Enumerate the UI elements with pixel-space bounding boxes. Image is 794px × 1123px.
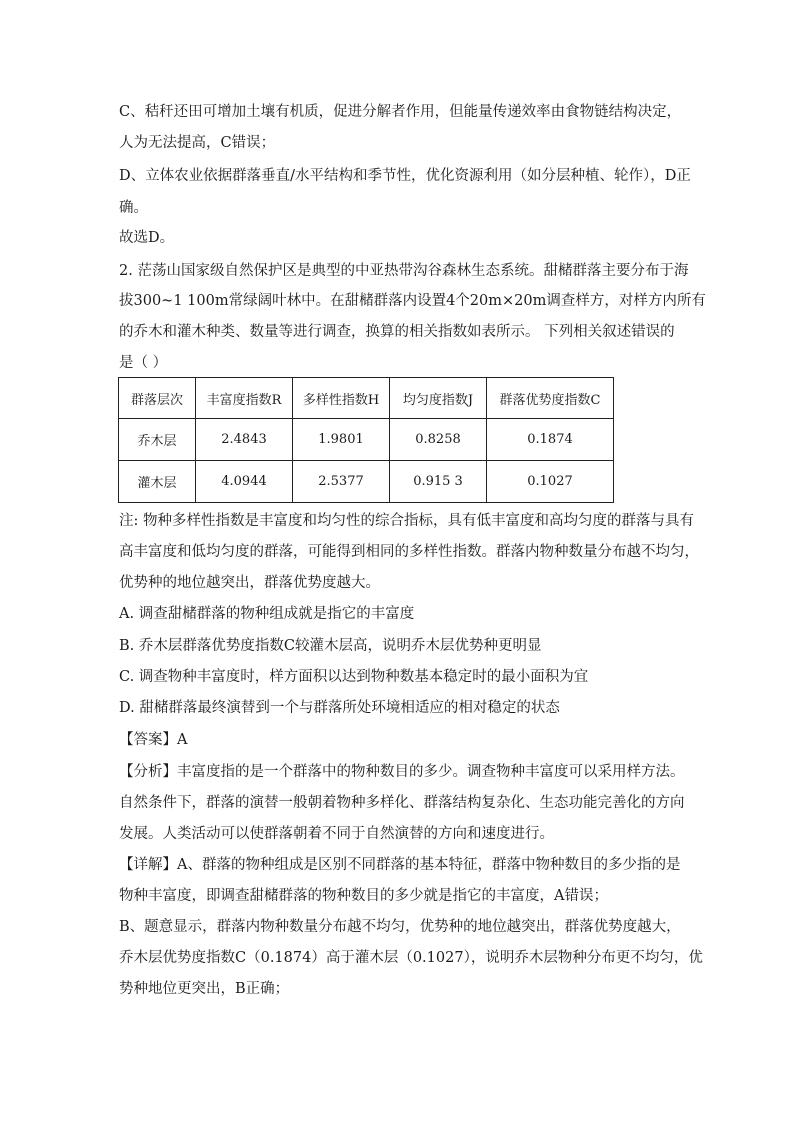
table-header-row — [119, 378, 614, 419]
table-cell: 0.1027 — [487, 461, 614, 503]
detail-line: B、题意显示，群落内物种数量分布越不均匀，优势种的地位越突出，群落优势度越大， — [119, 919, 681, 935]
text-line: 的乔木和灌木种类、数量等进行调查，换算的相关指数如表所示。 下列相关叙述错误的 — [119, 324, 675, 340]
option-d: D. 甜槠群落最终演替到一个与群落所处环境相适应的相对稳定的状态 — [119, 700, 560, 716]
table-header-cell: 群落优势度指数C — [487, 378, 614, 419]
table-cell: 2.5377 — [293, 461, 390, 503]
table-cell: 灌木层 — [119, 461, 196, 503]
table-cell: 1.9801 — [293, 419, 390, 461]
option-c: C. 调查物种丰富度时，样方面积以达到物种数基本稳定时的最小面积为宜 — [119, 669, 589, 685]
note-line: 注: 物种多样性指数是丰富度和均匀性的综合指标，具有低丰富度和高均匀度的群落与具有 — [119, 513, 694, 529]
option-a: A. 调查甜槠群落的物种组成就是指它的丰富度 — [119, 606, 415, 622]
text-line: 2. 茫荡山国家级自然保护区是典型的中亚热带沟谷森林生态系统。甜槠群落主要分布于海 — [119, 263, 689, 279]
note-line: 优势种的地位越突出，群落优势度越大。 — [119, 575, 380, 591]
analysis-line: 【分析】丰富度指的是一个群落中的物种数目的多少。调查物种丰富度可以采用样方法。 — [119, 764, 685, 780]
detail-line: 乔木层优势度指数C（0.1874）高于灌木层（0.1027），说明乔木层物种分布更不均匀，优 — [119, 950, 703, 966]
detail-line: 物种丰富度，即调查甜槠群落的物种数目的多少就是指它的丰富度，A错误； — [119, 888, 608, 904]
table-header-cell: 多样性指数H — [293, 378, 390, 419]
table-cell: 乔木层 — [119, 419, 196, 461]
text-line: C、秸秆还田可增加土壤有机质，促进分解者作用，但能量传递效率由食物链结构决定， — [119, 104, 682, 120]
detail-line: 【详解】A、群落的物种组成是区别不同群落的基本特征，群落中物种数目的多少指的是 — [119, 857, 681, 873]
table-header-cell: 丰富度指数R — [196, 378, 293, 419]
note-line: 高丰富度和低均匀度的群落，可能得到相同的多样性指数。群落内物种数量分布越不均匀， — [119, 544, 699, 560]
table-row — [119, 461, 614, 503]
table-header-cell: 群落层次 — [119, 378, 196, 419]
detail-line: 势种地位更突出，B正确； — [119, 981, 290, 997]
index-table — [118, 377, 614, 503]
option-b: B. 乔木层群落优势度指数C较灌木层高，说明乔木层优势种更明显 — [119, 638, 542, 654]
table-header-cell: 均匀度指数J — [390, 378, 487, 419]
table-cell: 2.4843 — [196, 419, 293, 461]
analysis-line: 自然条件下，群落的演替一般朝着物种多样化、群落结构复杂化、生态功能完善化的方向 — [119, 795, 685, 811]
text-line: 人为无法提高，C错误； — [119, 135, 276, 151]
table-row — [119, 419, 614, 461]
table-cell: 0.915 3 — [390, 461, 487, 503]
analysis-line: 发展。人类活动可以使群落朝着不同于自然演替的方向和速度进行。 — [119, 826, 554, 842]
table-cell: 4.0944 — [196, 461, 293, 503]
table-cell: 0.8258 — [390, 419, 487, 461]
text-line: 确。 — [119, 200, 148, 216]
text-line: 拔300~1 100m常绿阔叶林中。在甜槠群落内设置4个20m×20m调查样方，对样方内所有 — [119, 293, 706, 309]
answer-line: 【答案】A — [119, 732, 188, 748]
text-line: 故选D。 — [119, 230, 175, 246]
table-cell: 0.1874 — [487, 419, 614, 461]
text-line: D、立体农业依据群落垂直/水平结构和季节性，优化资源利用（如分层种植、轮作），D正 — [119, 168, 691, 184]
text-line: 是（ ） — [119, 355, 168, 371]
